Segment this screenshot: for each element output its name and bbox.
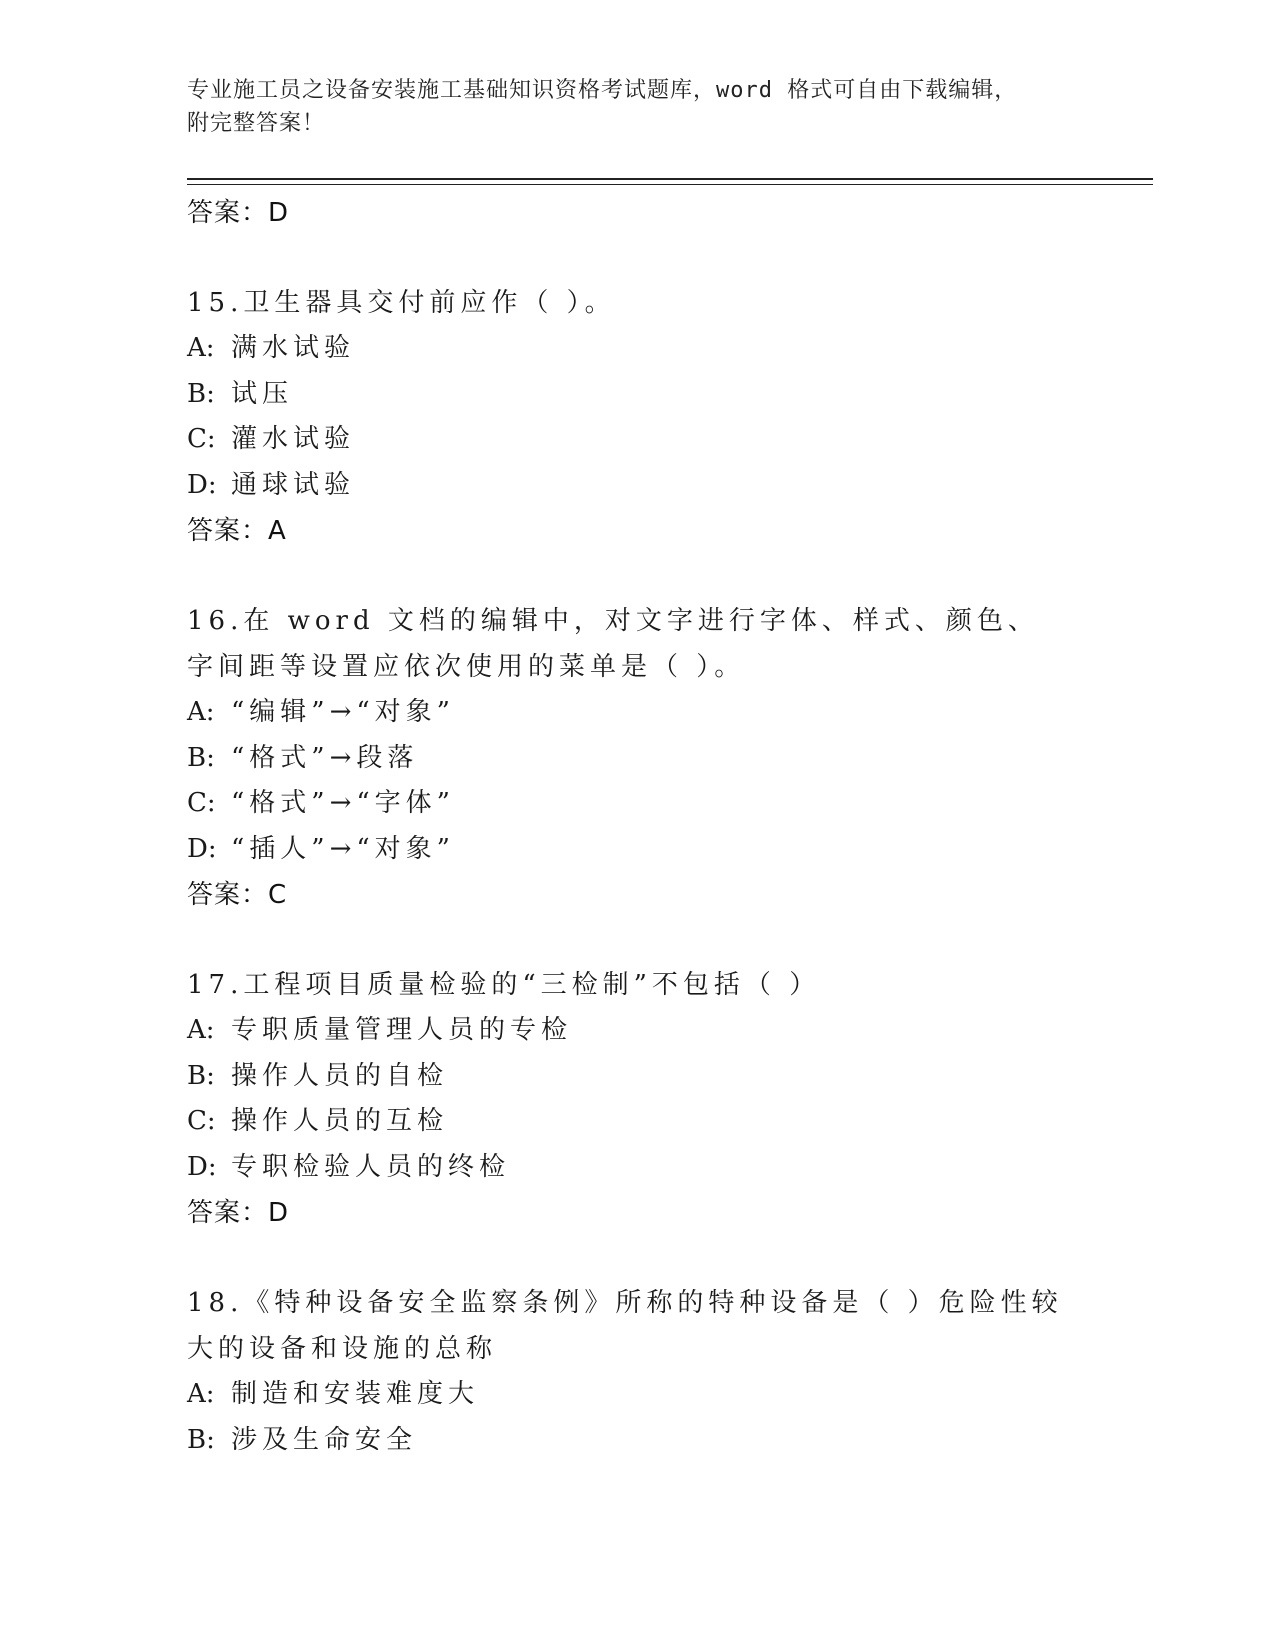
option-text: 操作人员的互检 [231, 1106, 449, 1136]
answer-line: 答案：D [187, 198, 290, 228]
option-c [187, 417, 1067, 463]
option-d [187, 463, 1067, 509]
option-text: 专职质量管理人员的专检 [231, 1015, 573, 1045]
option-letter: B: [187, 378, 215, 409]
option-text: “编辑”→“对象” [231, 697, 455, 727]
option-text: “格式”→“字体” [231, 788, 455, 818]
option-a [187, 1008, 1067, 1054]
question-18 [187, 1280, 1067, 1463]
question-text: 17.工程项目质量检验的“三检制”不包括（ ） [187, 970, 821, 1000]
option-letter: C: [187, 788, 216, 818]
answer-line: 答案：A [187, 516, 287, 546]
option-text: 操作人员的自检 [231, 1060, 449, 1091]
header-line-2: 附完整答案！ [187, 111, 326, 136]
option-letter: B: [187, 742, 215, 773]
question-text: 18.《特种设备安全监察条例》所称的特种设备是（ ）危险性较大的设备和设施的总称 [187, 1288, 1063, 1364]
question-15 [187, 280, 1067, 554]
option-text: “插人”→“对象” [231, 833, 455, 864]
option-a [187, 1372, 1067, 1418]
question-17 [187, 962, 1067, 1236]
option-b [187, 1418, 1067, 1464]
option-text: 通球试验 [231, 469, 356, 500]
option-letter: D: [187, 1151, 217, 1182]
option-letter: A: [187, 1379, 215, 1409]
option-letter: B: [187, 1424, 215, 1455]
question-list [187, 190, 1067, 1463]
header-divider-thick [187, 178, 1153, 180]
option-text: 涉及生命安全 [231, 1424, 418, 1455]
option-text: 试压 [231, 378, 294, 409]
option-letter: A: [187, 697, 215, 727]
answer-line: 答案：D [187, 1198, 290, 1228]
option-letter: D: [187, 833, 217, 864]
question-text: 15.卫生器具交付前应作（ ）。 [187, 288, 616, 318]
option-a [187, 326, 1067, 372]
option-letter: B: [187, 1060, 215, 1091]
answer-line: 答案：C [187, 880, 288, 910]
option-letter: A: [187, 1015, 215, 1045]
option-c [187, 1099, 1067, 1145]
option-text: 制造和安装难度大 [231, 1379, 480, 1409]
option-b [187, 372, 1067, 418]
option-a [187, 690, 1067, 736]
option-letter: A: [187, 333, 215, 363]
header-line-1: 专业施工员之设备安装施工基础知识资格考试题库，word 格式可自由下载编辑， [187, 78, 1018, 103]
option-d [187, 1145, 1067, 1191]
option-text: 灌水试验 [231, 424, 356, 454]
question-text: 16.在 word 文档的编辑中，对文字进行字体、样式、颜色、字间距等设置应依次使用的菜单是（ ）。 [187, 606, 1039, 682]
option-b [187, 736, 1067, 782]
option-b [187, 1054, 1067, 1100]
option-text: 满水试验 [231, 333, 356, 363]
question-16 [187, 598, 1067, 918]
option-text: “格式”→段落 [231, 742, 419, 773]
header-divider-thin [187, 184, 1153, 185]
option-d [187, 827, 1067, 873]
document-header [187, 74, 1067, 140]
option-c [187, 781, 1067, 827]
option-text: 专职检验人员的终检 [231, 1151, 511, 1182]
option-letter: C: [187, 424, 216, 454]
option-letter: D: [187, 469, 217, 500]
option-letter: C: [187, 1106, 216, 1136]
